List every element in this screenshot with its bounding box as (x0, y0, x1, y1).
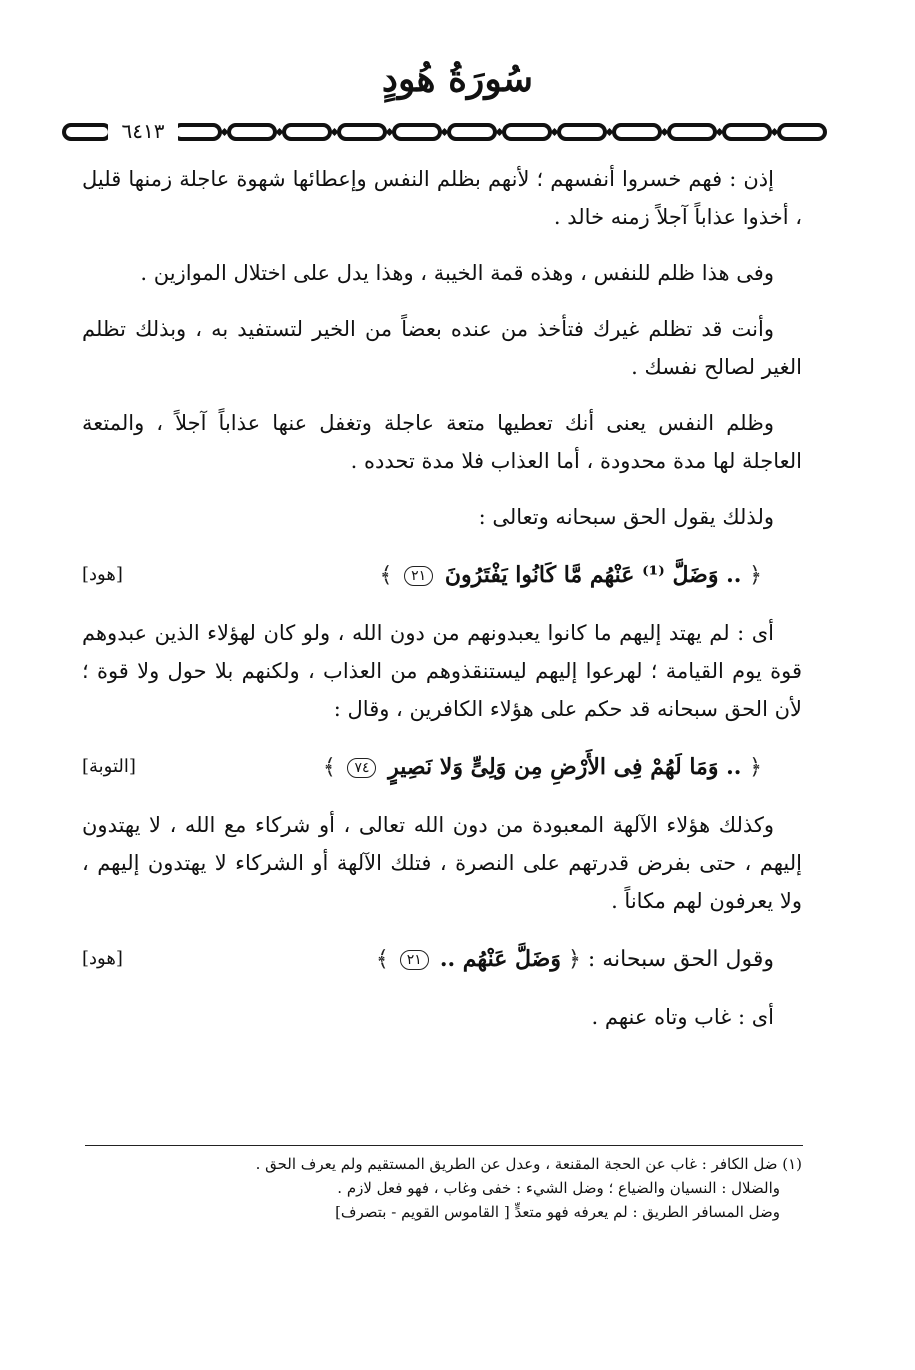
verse-reference: [هود] (82, 948, 123, 969)
chain-link (339, 125, 385, 139)
paragraph: وكذلك هؤلاء الآلهة المعبودة من دون الله تعالى ، أو شركاء مع الله ، لا يهتدون إليهم ، حتى بفرض قدرتهم على النصرة ، فتلك الآلهة أو الشركاء لا يهتدون إليهم ، ولا يعرفون لهم مكاناً . (82, 813, 802, 913)
chain-link (779, 125, 825, 139)
paragraph: أى : غاب وتاه عنهم . (591, 1005, 774, 1029)
chain-link (724, 125, 770, 139)
verse-reference: [هود] (82, 564, 123, 585)
verse-words: .. وَمَا لَهُمْ فِى الأَرْضِ مِن وَلِىٍّ وَلا نَصِيرٍ (388, 754, 742, 780)
verse-text (323, 746, 762, 789)
verse-close-bracket: ﴾ (322, 755, 336, 780)
chain-link (284, 125, 330, 139)
verse-reference: [التوبة] (82, 756, 136, 777)
quran-verse (82, 746, 802, 788)
verse-lead-text: وقول الحق سبحانه : (587, 947, 774, 972)
verse-open-bracket: ﴿ (567, 947, 581, 972)
chain-link (669, 125, 715, 139)
chain-link (64, 125, 110, 139)
chain-link (449, 125, 495, 139)
verse-open-bracket: ﴿ (749, 755, 762, 780)
verse-words: .. وَضَلَّ ⁽¹⁾ عَنْهُم مَّا كَانُوا يَفْتَرُونَ (444, 562, 742, 588)
paragraph: وظلم النفس يعنى أنك تعطيها متعة عاجلة وتغفل عنها عذاباً آجلاً ، والمتعة العاجلة لها مدة محدودة ، أما العذاب فلا مدة تحدده . (82, 411, 802, 473)
verse-open-bracket: ﴿ (749, 563, 762, 588)
quran-verse (82, 554, 802, 596)
paragraph: إذن : فهم خسروا أنفسهم ؛ لأنهم بظلم النفس وإعطائها شهوة عاجلة زمنها قليل ، أخذوا عذاباً آجلاً زمنه خالد . (82, 167, 802, 229)
main-text (82, 160, 802, 1054)
verse-text (380, 554, 762, 597)
ayah-number: ٢١ (404, 566, 433, 586)
ayah-number: ٢١ (400, 950, 429, 970)
page-number: ٦٤١٣ (108, 116, 178, 146)
verse-close-bracket: ﴾ (375, 947, 389, 972)
surah-title: سُورَةُ هُودٍ (381, 58, 534, 100)
footnote-line: وضل المسافر الطريق : لم يعرفه فهو متعدٍّ [ القاموس القويم - بتصرف] (335, 1203, 780, 1221)
footnotes (82, 1152, 802, 1224)
chain-link (504, 125, 550, 139)
footnote-line: (١) ضل الكافر : غاب عن الحجة المقنعة ، وعدل عن الطريق المستقيم ولم يعرف الحق . (255, 1155, 802, 1173)
quran-verse (82, 938, 802, 980)
chain-link (394, 125, 440, 139)
verse-words: وَضَلَّ عَنْهُم .. (439, 946, 561, 972)
footnote-divider (85, 1145, 803, 1146)
chain-link (614, 125, 660, 139)
paragraph: أى : لم يهتد إليهم ما كانوا يعبدونهم من دون الله ، ولو كان لهؤلاء الذين عبدوهم قوة يوم القيامة ؛ لهرعوا إليهم ليستنقذوهم من العذاب ، ولكنهم بلا حول ولا قوة ؛ لأن الحق سبحانه قد حكم على هؤلاء الكافرين ، وقال : (82, 621, 802, 721)
paragraph: وفى هذا ظلم للنفس ، وهذه قمة الخيبة ، وهذا يدل على اختلال الموازين . (140, 261, 774, 285)
chain-link (559, 125, 605, 139)
chain-link (229, 125, 275, 139)
paragraph: ولذلك يقول الحق سبحانه وتعالى : (478, 505, 774, 529)
paragraph: وأنت قد تظلم غيرك فتأخذ من عنده بعضاً من الخير لتستفيد به ، وبذلك تظلم الغير لصالح نفسك . (82, 317, 802, 379)
footnote-line: والضلال : النسيان والضياع ؛ وضل الشيء : خفى وغاب ، فهو فعل لازم . (337, 1179, 780, 1197)
chain-link (174, 125, 220, 139)
verse-text (376, 938, 774, 981)
ayah-number: ٧٤ (347, 758, 376, 778)
verse-close-bracket: ﴾ (379, 563, 393, 588)
